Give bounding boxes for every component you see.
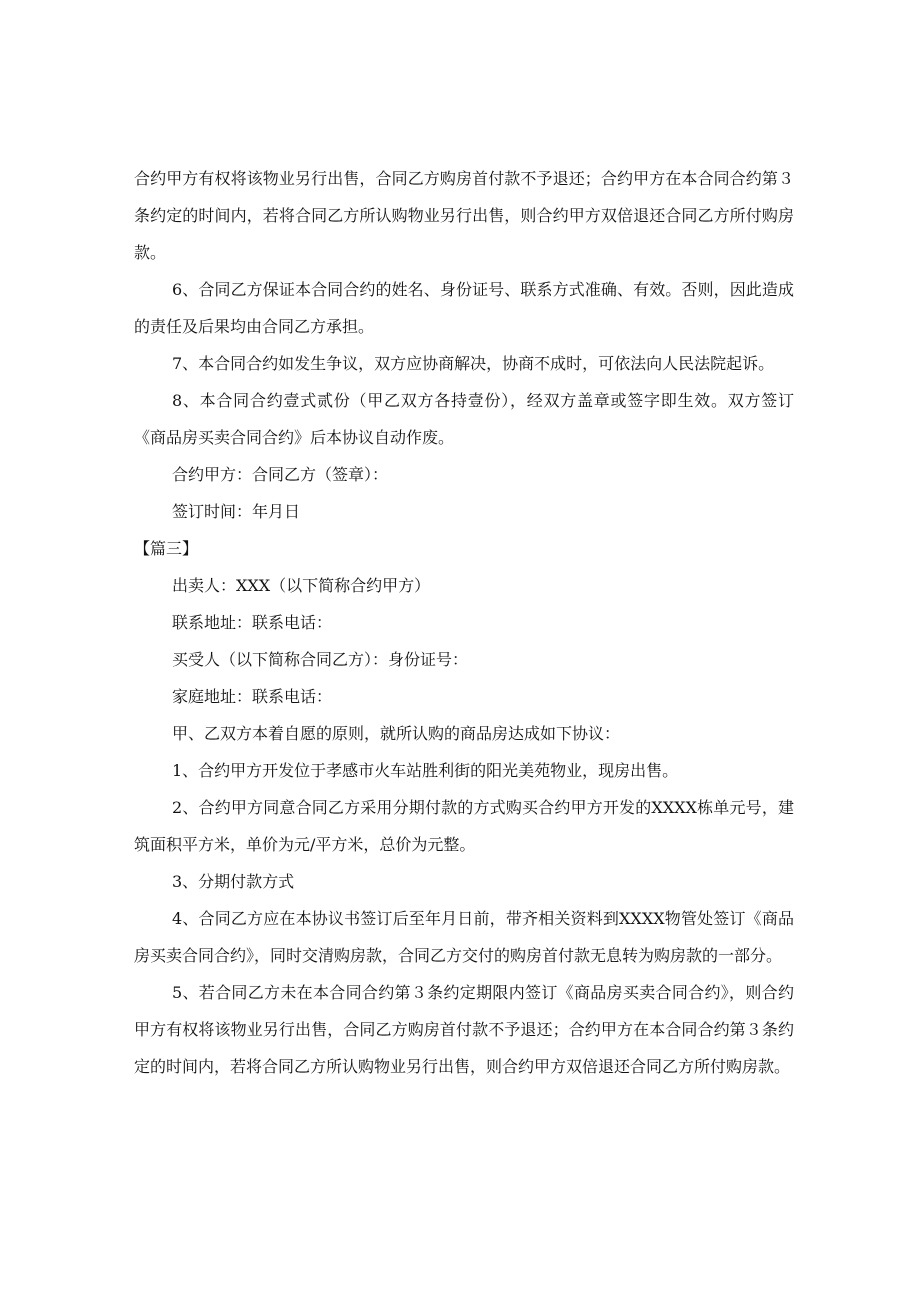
paragraph-preamble: 甲、乙双方本着自愿的原则，就所认购的商品房达成如下协议： — [172, 724, 621, 743]
paragraph-clause-8: 8、本合同合约壹式贰份（甲乙双方各持壹份），经双方盖章或签字即生效。双方签订《商品房买卖合同合约》后本协议自动作废。 — [134, 391, 794, 447]
paragraph-clause-3: 3、分期付款方式 — [172, 872, 295, 891]
paragraph-clause-1: 1、合约甲方开发位于孝感市火车站胜利街的阳光美苑物业，现房出售。 — [172, 761, 679, 780]
paragraph-buyer-contact: 家庭地址：联系电话： — [172, 687, 333, 706]
paragraph-buyer: 买受人（以下简称合同乙方）：身份证号： — [172, 650, 469, 669]
paragraph-clause-5: 5、若合同乙方未在本合同合约第３条约定期限内签订《商品房买卖合同合约》，则合约甲方有权将该物业另行出售，合同乙方购房首付款不予退还；合约甲方在本合同合约第３条约定的时间内，若将合同乙方所认购物业另行出售，则合约甲方双倍退还合同乙方所付购房款。 — [134, 983, 794, 1076]
section-title: 【篇三】 — [134, 539, 199, 558]
paragraph-continued-clause: 合约甲方有权将该物业另行出售，合同乙方购房首付款不予退还；合约甲方在本合同合约第３条约定的时间内，若将合同乙方所认购物业另行出售，则合约甲方双倍退还合同乙方所付购房款。 — [134, 169, 794, 262]
paragraph-signatures: 合约甲方：合同乙方（签章）： — [172, 465, 389, 484]
paragraph-clause-2: 2、合约甲方同意合同乙方采用分期付款的方式购买合约甲方开发的XXXX栋单元号，建筑面积平方米，单价为元/平方米，总价为元整。 — [134, 798, 794, 854]
paragraph-sign-date: 签订时间：年月日 — [172, 502, 301, 521]
paragraph-seller-contact: 联系地址：联系电话： — [172, 613, 333, 632]
document-body — [134, 160, 794, 1085]
paragraph-clause-4: 4、合同乙方应在本协议书签订后至年月日前，带齐相关资料到XXXX物管处签订《商品房买卖合同合约》，同时交清购房款，合同乙方交付的购房首付款无息转为购房款的一部分。 — [134, 909, 794, 965]
paragraph-clause-6: 6、合同乙方保证本合同合约的姓名、身份证号、联系方式准确、有效。否则，因此造成的责任及后果均由合同乙方承担。 — [134, 280, 794, 336]
paragraph-seller: 出卖人：XXX（以下简称合约甲方） — [172, 576, 431, 595]
paragraph-clause-7: 7、本合同合约如发生争议，双方应协商解决，协商不成时，可依法向人民法院起诉。 — [172, 354, 775, 373]
